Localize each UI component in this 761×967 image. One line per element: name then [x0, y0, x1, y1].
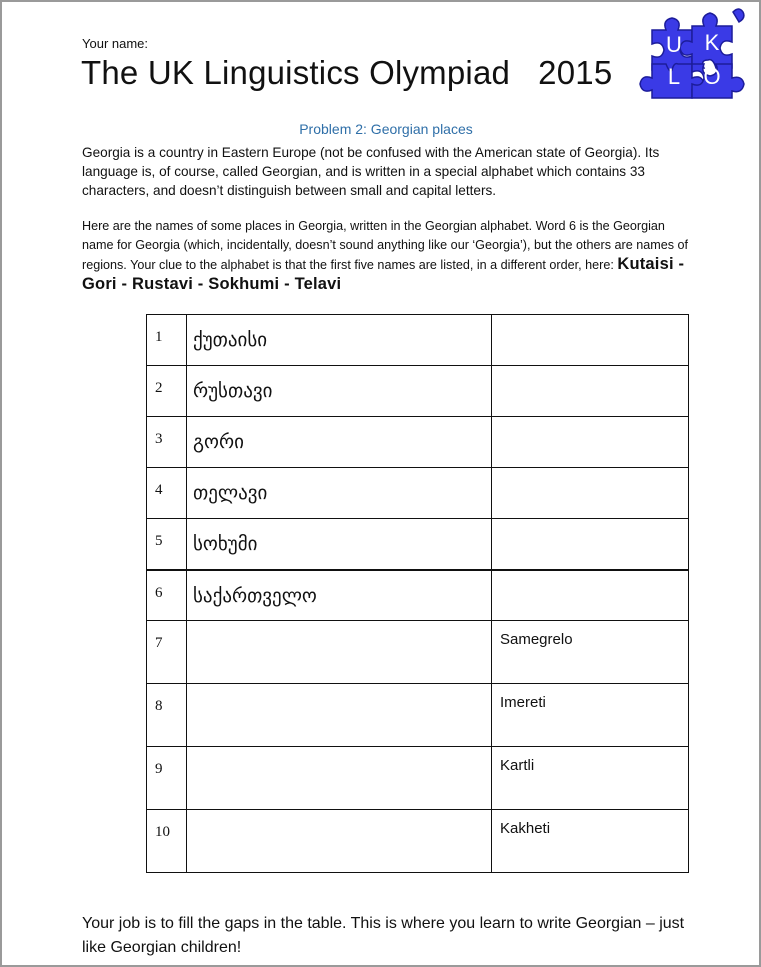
ukolo-puzzle-logo — [638, 4, 746, 100]
table-row — [147, 519, 689, 570]
instructions-paragraph — [82, 217, 692, 295]
english-cell: Kakheti — [492, 810, 689, 873]
logo-letter-u: U — [666, 32, 682, 57]
table-row — [147, 810, 689, 873]
english-cell: Samegrelo — [492, 621, 689, 684]
row-number: 1 — [147, 315, 187, 366]
english-cell[interactable] — [492, 570, 689, 621]
table-row — [147, 366, 689, 417]
georgian-cell: გორი — [187, 417, 492, 468]
table-row — [147, 621, 689, 684]
intro-paragraph: Georgia is a country in Eastern Europe (not be confused with the American state of Georgia). Its language is, of course, called Georgian, and is written in a special alphabet which contains 33 characters, and doesn’t distinguish between small and capital letters. — [82, 145, 660, 198]
row-number: 4 — [147, 468, 187, 519]
table-row — [147, 747, 689, 810]
georgian-cell: ქუთაისი — [187, 315, 492, 366]
problem-heading: Problem 2: Georgian places — [299, 121, 473, 137]
table-row — [147, 315, 689, 366]
table-row — [147, 570, 689, 621]
logo-letter-o: O — [703, 64, 721, 89]
georgian-cell[interactable] — [187, 810, 492, 873]
english-cell[interactable] — [492, 315, 689, 366]
row-number: 9 — [147, 747, 187, 810]
page-title: The UK Linguistics Olympiad 2015 — [81, 54, 613, 91]
georgian-cell: თელავი — [187, 468, 492, 519]
georgian-cell: რუსთავი — [187, 366, 492, 417]
table-row — [147, 468, 689, 519]
english-cell[interactable] — [492, 417, 689, 468]
georgian-cell: სოხუმი — [187, 519, 492, 570]
georgian-cell: საქართველო — [187, 570, 492, 621]
row-number: 2 — [147, 366, 187, 417]
row-number: 6 — [147, 570, 187, 621]
row-number: 8 — [147, 684, 187, 747]
row-number: 7 — [147, 621, 187, 684]
row-number: 3 — [147, 417, 187, 468]
your-name-label: Your name: — [82, 36, 149, 51]
answer-table — [146, 314, 689, 873]
logo-letter-l: L — [667, 64, 681, 89]
row-number: 5 — [147, 519, 187, 570]
georgian-cell[interactable] — [187, 684, 492, 747]
english-cell[interactable] — [492, 468, 689, 519]
english-cell[interactable] — [492, 519, 689, 570]
georgian-cell[interactable] — [187, 621, 492, 684]
english-cell[interactable] — [492, 366, 689, 417]
clue-list: Kutaisi - Gori - Rustavi - Sokhumi - Telavi — [82, 255, 685, 293]
georgian-cell[interactable] — [187, 747, 492, 810]
logo-letter-k: K — [704, 30, 720, 55]
instructions-text: Here are the names of some places in Georgia, written in the Georgian alphabet. Word 6 is the Georgian name for Georgia (which, incidentally, doesn’t sound anything like our ‘Georgia’), but the others are names of regions. Your clue to the alphabet is that the first five names are listed, in a different order, here: — [82, 219, 688, 272]
row-number: 10 — [147, 810, 187, 873]
task-instruction: Your job is to fill the gaps in the table. This is where you learn to write Georgian – just like Georgian children! — [82, 915, 685, 956]
english-cell: Kartli — [492, 747, 689, 810]
table-row — [147, 417, 689, 468]
table-row — [147, 684, 689, 747]
english-cell: Imereti — [492, 684, 689, 747]
